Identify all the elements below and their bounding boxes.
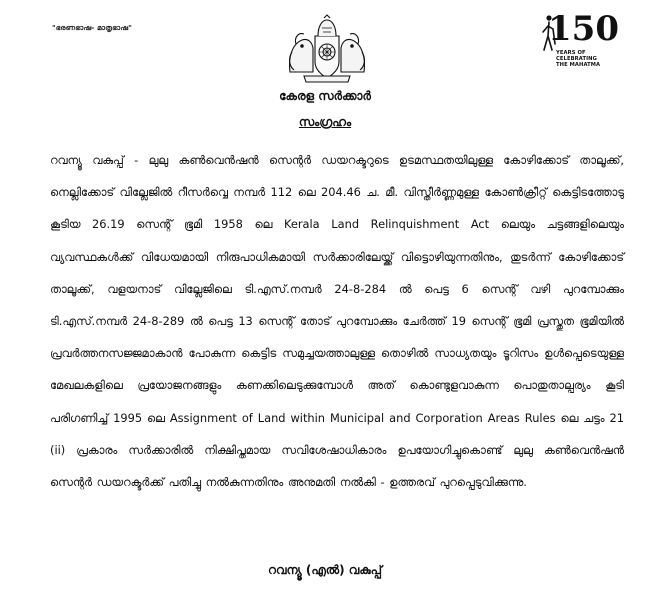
department-name: റവന്യൂ (എൽ) വകുപ്പ് bbox=[268, 563, 382, 577]
kerala-state-emblem-icon bbox=[286, 14, 368, 84]
government-title: കേരള സർക്കാർ bbox=[279, 89, 371, 103]
badge-tagline: YEARS OF CELEBRATING THE MAHATMA bbox=[556, 50, 601, 68]
summary-heading: സംഗ്രഹം bbox=[298, 115, 352, 129]
official-language-slogan: "ഭരണഭാഷ- മാതൃഭാഷ" bbox=[52, 24, 133, 32]
badge-number: 150 bbox=[548, 9, 619, 49]
gandhi-150-badge bbox=[538, 9, 619, 74]
summary-body-text: റവന്യൂ വകുപ്പ് - ലുലു കൺവെൻഷൻ സെന്റർ ഡയറക്ടറുടെ ഉടമസ്ഥതയിലുള്ള കോഴിക്കോട് താലൂക്ക്, നെല്ലിക്കോട് വില്ലേജിൽ റീസർവ്വെ നമ്പർ 112 ലെ 204.46 ച. മീ. വിസ്തീർണ്ണമുള്ള കോൺക്രീറ്റ് കെട്ടിടത്തോടു കൂടിയ 26.19 സെന്റ് ഭൂമി 1958 ലെ Kerala Land Relinquishment Act ലെയും ചട്ടങ്ങളിലെയും വ്യവസ്ഥകൾക്ക് വിധേയമായി നിരുപാധികമായി സർക്കാരിലേയ്ക്ക് വിട്ടൊഴിയുന്നതിനും, തുടർന്ന് കോഴിക്കോട് താലൂക്ക്, വളയനാട് വില്ലേജിലെ ടി.എസ്.നമ്പർ 24-8-284 ൽ പെട്ട 6 സെന്റ് വഴി പുറമ്പോക്കും ടി.എസ്.നമ്പർ 24-8-289 ൽ പെട്ട 13 സെന്റ് തോട് പുറമ്പോക്കും ചേർത്ത് 19 സെന്റ് ഭൂമി പ്രസ്തുത ഭൂമിയിൽ പ്രവർത്തനസജ്ജമാകാൻ പോകുന്ന കെട്ടിട സമുച്ചയത്താലുള്ള തൊഴിൽ സാധ്യതയും ടൂറിസം ഉൾപ്പെടെയുള്ള മേഖലകളിലെ പ്രയോജനങ്ങളും കണക്കിലെടുക്കുമ്പോൾ അത് കൊണ്ടുളവാകുന്ന പൊതുതാല്പര്യം കൂടി പരിഗണിച്ച് 1995 ലെ Assignment of Land within Municipal and Corporation Areas Rules ലെ ചട്ടം 21 (ii) പ്രകാരം സർക്കാരിൽ നിക്ഷിപ്തമായ സവിശേഷാധികാരം ഉപയോഗിച്ചുകൊണ്ട് ലുലു കൺവെൻഷൻ സെന്റർ ഡയറക്ടർക്ക് പതിച്ചു നൽകുന്നതിനും അനുമതി നൽകി - ഉത്തരവ് പുറപ്പെടുവിക്കുന്നു. bbox=[50, 153, 624, 490]
